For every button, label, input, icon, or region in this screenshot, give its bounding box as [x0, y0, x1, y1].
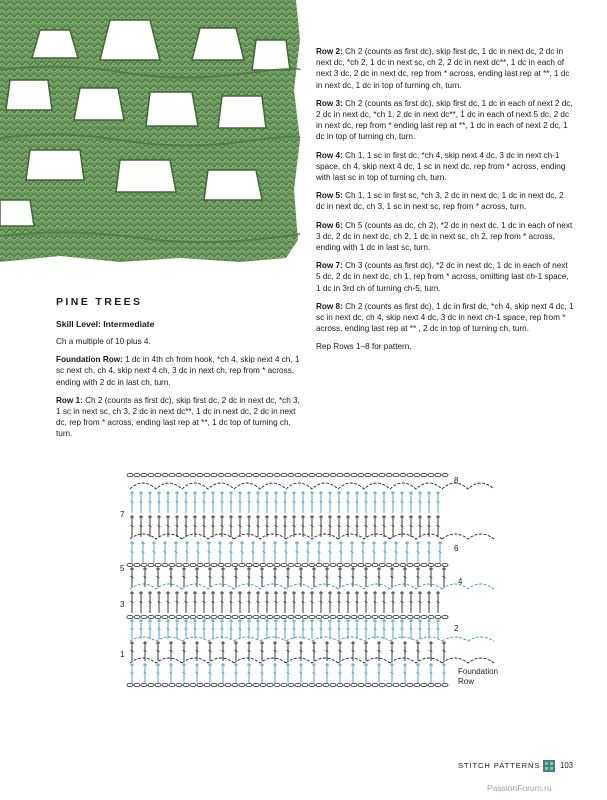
row-4-instruction: Row 4: Ch 1, 1 sc in first dc, *ch 4, skip next 4 dc, 3 dc in next ch-1 space, ch 4, skip next 4 dc, 1 sc in next dc, rep from * across, ending with last sc in top of turning ch, turn.: [316, 150, 566, 183]
instructions-left-column: [56, 296, 302, 447]
skill-level: Skill Level: Intermediate: [56, 319, 155, 329]
chain-multiple: Ch a multiple of 10 plus 4.: [56, 337, 151, 346]
row-number-1: 1: [120, 650, 125, 659]
row-8-instruction: Row 8: Ch 2 (counts as first dc), 1 dc in first dc, *ch 4, skip next 4 dc, 1 sc in next dc, ch 4, skip next 4 dc, 3 dc in next ch-1 space, rep from * across, ending last rep at ** , 2 dc in top of turning ch, turn.: [316, 301, 574, 334]
chart-body: [127, 473, 494, 686]
row-5-instruction: Row 5: Ch 1, 1 sc in first sc, *ch 3, 2 dc in next dc, 1 dc in next dc, 2 dc in next dc, ch 3, 1 sc in next sc, rep from * across, turn.: [316, 191, 564, 212]
foundation-label-line1: Foundation: [458, 667, 499, 676]
pattern-title: PINE TREES: [56, 296, 143, 308]
foundation-label-line2: Row: [458, 677, 475, 686]
foundation-row-instruction: Foundation Row: 1 dc in 4th ch from hook, *ch 4, skip next 4 ch, 1 sc next ch, ch 4, skip next 4 ch, 3 dc in next ch, rep from * across, ending with 2 dc in last ch, turn.: [56, 355, 300, 387]
page-footer: [458, 760, 588, 774]
watermark: PassionForum.ru: [487, 783, 552, 793]
row-number-5: 5: [120, 564, 125, 573]
row-number-8: 8: [454, 476, 459, 485]
row-2-instruction: Row 2: Ch 2 (counts as first dc), skip first dc, 1 dc in next dc, 2 dc in next dc, *ch 2, 1 dc in next sc, ch 2, 2 dc in next dc**, 1 dc in each of next 3 dc, 2 dc in next dc, rep from * across, ending last rep at **, 1 dc in next dc, 1 dc in top of turning ch, turn.: [316, 47, 570, 90]
stitch-chart: [110, 463, 500, 693]
swatch-photo: [0, 0, 302, 262]
repeat-note: Rep Rows 1–8 for pattern.: [316, 342, 412, 352]
row-number-2: 2: [454, 624, 459, 633]
row-number-3: 3: [120, 600, 125, 609]
row-3-instruction: Row 3: Ch 2 (counts as first dc), skip first dc, 1 dc in each of next 2 dc, 2 dc in next dc, *ch 1, 2 dc in next dc**, 1 dc in each of next 5 dc, 2 dc in next dc, rep from * ending last rep at **, 1 dc in each of next 2 dc, 1 dc in top of turning ch, turn.: [316, 98, 573, 142]
row-number-7: 7: [120, 510, 125, 519]
row-7-instruction: Row 7: Ch 3 (counts as first dc), *2 dc in next dc, 1 dc in each of next 5 dc, 2 dc in next dc, ch 1, rep from * across, omitting last ch-1 space, 1 dc in 3rd ch of turning ch-5, turn.: [316, 261, 569, 293]
square-swatch-icon: [543, 760, 555, 772]
row-1-instruction: Row 1: Ch 2 (counts as first dc), skip first dc, 2 dc in next dc, *ch 3, 1 sc in next sc, ch 3, 2 dc in next dc**, 1 dc in next dc, 2 dc in next dc, rep from * across, ending last rep at **, 1 dc top of turning ch, turn.: [56, 395, 300, 439]
row-6-instruction: Row 6: Ch 5 (counts as dc, ch 2), *2 dc in next dc, 1 dc in each of next 3 dc, 2 dc in next dc, ch 2, 1 dc in next sc, ch 2, rep from * across, ending with 1 dc in last sc, turn.: [316, 220, 573, 253]
section-label: STITCH PATTERNS: [458, 761, 541, 770]
row-number-6: 6: [454, 544, 459, 553]
row-number-4: 4: [458, 577, 463, 586]
page-number: 103: [560, 761, 574, 770]
instructions-right-column: [316, 46, 574, 360]
